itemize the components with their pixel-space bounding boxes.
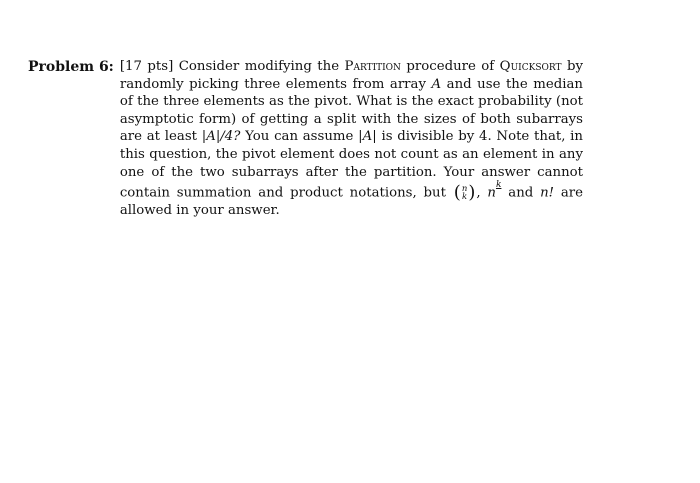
problem-label: Problem 6: xyxy=(28,59,114,75)
text-segment-7: and xyxy=(508,185,534,201)
problem-6 xyxy=(28,58,583,220)
binom-bottom: k xyxy=(461,192,468,203)
binomial-coefficient: ( n k ) xyxy=(453,182,476,204)
array-variable: A xyxy=(431,76,442,92)
falling-base: n xyxy=(487,185,496,201)
text-segment-8: are allowed in your answer. xyxy=(119,185,584,219)
quicksort-algorithm: Quicksort xyxy=(499,59,562,74)
points: [17 pts] xyxy=(119,59,174,74)
text-segment-3: by randomly picking three elements from array xyxy=(119,59,583,92)
partition-procedure: Partition xyxy=(344,59,401,74)
factorial: n! xyxy=(540,185,555,201)
binom-top: n xyxy=(461,183,468,194)
bound-expression: |A|/4? xyxy=(201,129,241,145)
falling-exp: k xyxy=(495,180,502,191)
text-segment-1: Consider modifying the xyxy=(178,59,340,74)
assume-expression: |A| xyxy=(358,129,377,145)
falling-factorial xyxy=(487,181,501,202)
text-segment-5: You can assume xyxy=(245,129,354,145)
text-segment-4: and use the median of the three elements as the pivot. What is the exact probability (not asymptotic form) of getting a split with the sizes of both subarrays are at least xyxy=(119,76,583,145)
problem-statement: [17 pts] Consider modifying the Partition procedure of Quicksort by randomly picking three elements from array A and use the median of the three elements as the pivot. What is the exact probability (not asymptotic form) of getting a split with the sizes of both subarrays are at least |A|/4? You can assume |A| is divisible by 4. Note that, in this question, the pivot element does not count as an element in any one of the two subarrays after the partition. Your answer cannot contain summation and product notations, but ( n k ) , $n^k$ and n! are allowed in your answer. xyxy=(119,59,584,219)
text-segment-2: procedure of xyxy=(406,59,495,74)
text-segment-6: is divisible by 4. Note that, in this question, the pivot element does not count as an element in any one of the two subarrays after the partition. Your answer cannot contain summation and product notations, but xyxy=(119,129,583,201)
